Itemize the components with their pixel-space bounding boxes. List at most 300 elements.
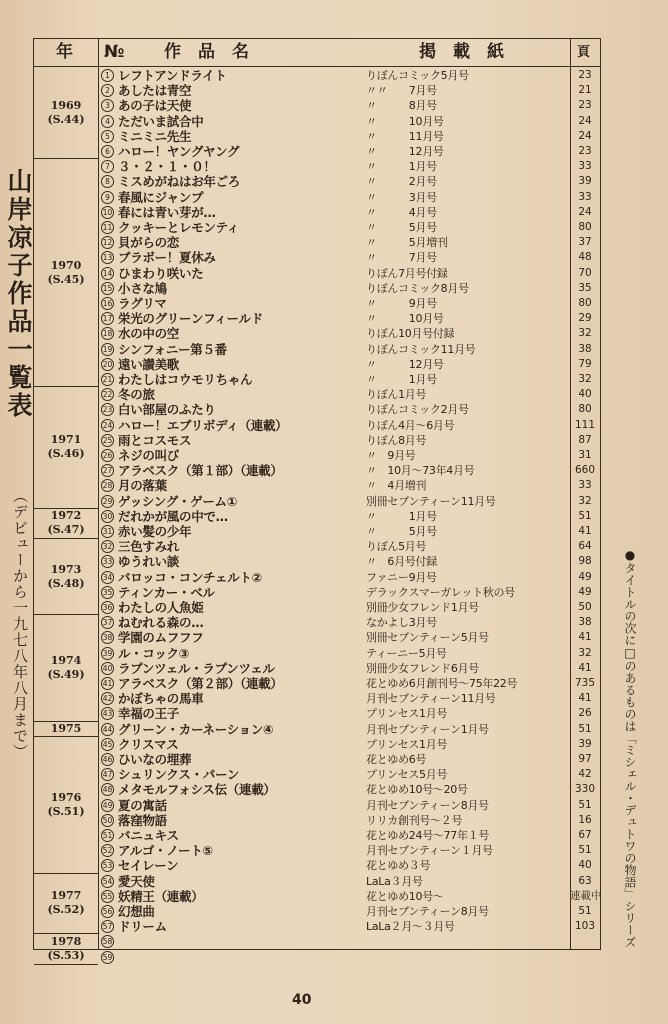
- work-number: 33: [102, 557, 113, 567]
- work-page-count: 33: [578, 160, 592, 173]
- work-page-count: 70: [578, 266, 592, 279]
- work-publication: 花とゆめ10号～: [366, 889, 444, 903]
- work-title: 愛天使: [118, 873, 155, 889]
- work-page-count: 103: [574, 920, 596, 933]
- work-page-count: 42: [578, 768, 592, 781]
- work-title: アルゴ・ノート⑤: [118, 843, 213, 859]
- work-publication: 〃 10月号: [366, 312, 444, 326]
- work-title: あしたは青空: [118, 83, 192, 99]
- table-row: [100, 858, 600, 874]
- work-number: 17: [102, 314, 113, 324]
- work-publication: りぼん7月号付録: [366, 266, 448, 280]
- table-row: [100, 585, 600, 601]
- work-page-count: 49: [578, 585, 592, 598]
- table-row: [100, 98, 600, 114]
- work-page-count: 51: [578, 722, 592, 735]
- work-publication: ファニー9月号: [366, 570, 437, 584]
- table-row: [100, 402, 600, 418]
- work-number: 46: [102, 755, 113, 764]
- table-row: [100, 418, 600, 434]
- work-title: 栄光のグリーンフィールド: [118, 311, 263, 327]
- work-title: バロッコ・コンチェルト②: [118, 569, 262, 585]
- year-label: 1973: [50, 562, 82, 576]
- work-page-count: 98: [578, 555, 592, 568]
- table-row: [100, 433, 600, 449]
- work-publication: 花とゆめ３号: [366, 859, 431, 873]
- work-number: 47: [102, 770, 113, 780]
- work-page-count: 41: [578, 525, 592, 537]
- table-row: [100, 296, 600, 312]
- work-page-count: 50: [578, 601, 592, 613]
- table-row: [100, 737, 600, 753]
- year-label: 1969: [50, 99, 82, 113]
- table-row: [100, 494, 600, 510]
- work-page-count: 38: [578, 342, 592, 355]
- work-publication: 〃 5月号: [366, 525, 437, 538]
- year-group: [34, 934, 98, 964]
- work-page-count: 31: [578, 449, 592, 461]
- work-page-count: 23: [578, 69, 592, 81]
- work-publication: 別冊セブンティーン5月号: [366, 631, 489, 645]
- work-title: ゲッシング・ゲーム①: [118, 493, 238, 509]
- work-number: 2: [101, 84, 114, 97]
- work-number: 37: [102, 618, 113, 628]
- table-row: [100, 782, 600, 798]
- page-subtitle: （デビューから一九七八年八月まで）: [11, 488, 29, 760]
- work-title: ブラボー！夏休み: [118, 250, 216, 266]
- work-publication: 〃 9月号: [366, 449, 416, 462]
- work-title: ハロー！ヤングヤング: [118, 144, 240, 159]
- work-page-count: 64: [578, 540, 592, 553]
- work-page-count: 51: [578, 798, 592, 811]
- table-row: [100, 220, 600, 236]
- work-page-count: 29: [578, 312, 592, 325]
- work-publication: 〃 10月～73年4月号: [366, 464, 475, 478]
- work-publication: りぼんコミック5月号: [366, 69, 469, 82]
- page-number: 40: [292, 992, 312, 1008]
- work-publication: 〃 5月増刊: [366, 236, 448, 250]
- year-label: 1972: [50, 509, 82, 523]
- table-row: [100, 706, 600, 722]
- table-row: [100, 250, 600, 266]
- year-label: 1976: [50, 790, 82, 804]
- era-label: (S.47): [47, 523, 85, 537]
- work-title: アラベスク（第２部）（連載）: [118, 676, 283, 691]
- work-publication: 花とゆめ6号: [366, 753, 427, 766]
- work-publication: 〃 5月号: [366, 221, 437, 234]
- work-title: ドリーム: [118, 919, 167, 935]
- work-number: 28: [102, 481, 113, 491]
- work-number: 50: [102, 815, 113, 825]
- work-publication: りぼん1月号: [366, 388, 427, 402]
- table-row: [100, 813, 600, 829]
- table-row: [100, 676, 600, 692]
- work-page-count: 97: [578, 753, 592, 765]
- work-number: 39: [102, 648, 113, 658]
- work-number: 15: [102, 283, 113, 293]
- work-publication: 花とゆめ24号～77年１号: [366, 829, 490, 842]
- year-group: [34, 737, 98, 874]
- era-label: (S.45): [47, 272, 85, 286]
- work-title: メタモルフォシス伝（連載）: [118, 782, 276, 798]
- table-row: [100, 950, 600, 966]
- work-title: 三色すみれ: [118, 539, 180, 555]
- header-page: 頁: [577, 45, 591, 60]
- work-publication: 〃 6月号付録: [366, 555, 437, 569]
- work-publication: 〃 7月号: [366, 251, 437, 265]
- work-number: 18: [102, 329, 113, 339]
- year-group: [34, 387, 98, 509]
- work-title: ひいなの埋葬: [118, 752, 192, 767]
- table-row: [100, 266, 600, 282]
- year-label: 1975: [50, 721, 82, 735]
- table-row: [100, 630, 600, 646]
- work-page-count: 111: [574, 418, 596, 431]
- side-note: ●タイトルの次に□のあるものは「ミシェル・デュトワの物語」シリーズ: [623, 548, 637, 948]
- work-page-count: 51: [578, 905, 592, 917]
- work-publication: 〃 4月号: [366, 205, 437, 219]
- work-title: 春には青い芽が…: [118, 204, 216, 220]
- column-divider: [98, 39, 99, 949]
- work-page-count: 63: [578, 874, 592, 887]
- table-row: [100, 190, 600, 206]
- work-title: わたしはコウモリちゃん: [118, 372, 253, 387]
- work-title: あの子は天使: [118, 98, 192, 114]
- work-number: 42: [102, 694, 113, 704]
- year-group: [34, 874, 98, 935]
- work-title: 赤い髪の少年: [118, 524, 192, 539]
- era-label: (S.44): [47, 113, 85, 127]
- work-page-count: 連載中: [570, 889, 602, 902]
- work-publication: リリカ創刊号～２号: [366, 813, 463, 827]
- work-number: 11: [102, 223, 113, 232]
- work-title: 貝がらの恋: [118, 235, 180, 251]
- table-row: [100, 524, 600, 540]
- work-title: わたしの人魚姫: [118, 600, 204, 615]
- table-row: [100, 357, 600, 373]
- work-publication: 〃 2月号: [366, 175, 437, 189]
- header-year: 年: [56, 42, 73, 62]
- work-publication: 花とゆめ10号～20号: [366, 783, 468, 797]
- work-number: 21: [102, 375, 113, 384]
- table-row: [100, 615, 600, 631]
- work-publication: 〃 1月号: [366, 373, 437, 386]
- work-publication: デラックスマーガレット秋の号: [366, 585, 515, 599]
- table-row: [100, 646, 600, 662]
- work-publication: りぼん4月～6月号: [366, 418, 455, 432]
- work-title: アラベスク（第１部）（連載）: [118, 463, 283, 479]
- era-label: (S.46): [47, 447, 85, 461]
- year-label: 1974: [50, 653, 82, 667]
- work-page-count: 40: [578, 859, 592, 872]
- table-row: [100, 448, 600, 464]
- table-row: [100, 372, 600, 388]
- work-number: 8: [101, 175, 114, 188]
- work-page-count: 21: [578, 84, 592, 97]
- work-publication: 別冊セブンティーン11月号: [366, 494, 496, 508]
- work-publication: 〃 11月号: [366, 129, 444, 143]
- work-title: 幻想曲: [118, 904, 155, 919]
- table-row: [100, 767, 600, 783]
- table-row: [100, 463, 600, 479]
- year-group: [34, 509, 98, 539]
- year-group: [34, 615, 98, 721]
- work-publication: 月刊セブンティーン1月号: [366, 722, 489, 736]
- work-page-count: 24: [578, 129, 592, 142]
- year-group: [34, 722, 98, 737]
- work-number: 54: [102, 876, 113, 886]
- work-number: 7: [101, 160, 114, 173]
- work-publication: LaLa３月号: [366, 874, 423, 888]
- work-number: 26: [102, 451, 113, 460]
- work-number: 12: [102, 238, 113, 248]
- table-row: [100, 114, 600, 130]
- work-page-count: 16: [578, 813, 592, 826]
- work-title: 夏の寓話: [118, 797, 167, 813]
- era-label: (S.51): [47, 804, 85, 818]
- work-number: 24: [102, 420, 113, 430]
- table-row: [100, 874, 600, 890]
- work-publication: 〃 8月号: [366, 99, 437, 113]
- work-publication: りぼん8月号: [366, 433, 427, 447]
- work-number: 56: [102, 907, 113, 916]
- era-label: (S.53): [47, 949, 85, 963]
- table-row: [100, 144, 600, 160]
- work-title: バニュキス: [118, 828, 179, 843]
- year-group: [34, 159, 98, 387]
- table-row: [100, 174, 600, 190]
- work-number: 59: [102, 952, 113, 962]
- work-number: 10: [102, 207, 113, 217]
- work-publication: 〃 3月号: [366, 190, 437, 204]
- work-title: ただいま試合中: [118, 113, 204, 129]
- work-number: 3: [101, 99, 114, 112]
- work-page-count: 49: [578, 570, 592, 583]
- year-label: 1977: [50, 889, 82, 903]
- work-number: 57: [102, 922, 113, 932]
- work-page-count: 32: [578, 494, 592, 507]
- work-number: 38: [102, 633, 113, 643]
- work-number: 43: [102, 709, 113, 719]
- work-page-count: 41: [578, 661, 592, 674]
- era-label: (S.48): [47, 576, 85, 590]
- work-page-count: 32: [578, 327, 592, 340]
- work-title: 春風にジャンプ: [118, 189, 204, 205]
- table-row: [100, 509, 600, 525]
- work-page-count: 40: [578, 388, 592, 401]
- work-publication: 〃〃 7月号: [366, 84, 437, 98]
- work-page-count: 38: [578, 616, 592, 629]
- table-row: [100, 904, 600, 920]
- table-row: [100, 752, 600, 768]
- work-publication: 月刊セブンティーン１月号: [366, 844, 493, 858]
- work-page-count: 39: [578, 737, 592, 750]
- work-title: ネジの叫び: [118, 448, 180, 463]
- work-number: 1: [101, 69, 114, 82]
- work-number: 32: [102, 542, 113, 552]
- work-title: 月の落葉: [118, 478, 167, 494]
- work-page-count: 33: [578, 190, 592, 203]
- work-page-count: 26: [578, 707, 592, 720]
- work-title: だれかが風の中で…: [118, 508, 228, 524]
- work-publication: 月刊セブンティーン11月号: [366, 692, 496, 706]
- work-publication: りぼんコミック2月号: [366, 403, 469, 417]
- year-label: 1970: [50, 258, 82, 272]
- work-number: 4: [101, 115, 114, 128]
- work-page-count: 41: [578, 692, 592, 705]
- work-title: シンフォニー第５番: [118, 341, 227, 357]
- work-publication: りぼん10月号付録: [366, 327, 455, 341]
- work-number: 34: [102, 572, 113, 582]
- work-title: 水の中の空: [118, 326, 180, 342]
- table-row: [100, 129, 600, 145]
- work-title: ゆうれい談: [118, 554, 180, 570]
- work-publication: なかよし3月号: [366, 616, 437, 630]
- work-number: 22: [102, 390, 113, 400]
- table-row: [100, 691, 600, 707]
- work-number: 16: [102, 299, 113, 308]
- work-publication: ティーニー5月号: [366, 646, 447, 660]
- work-number: 48: [102, 785, 113, 795]
- work-page-count: 23: [578, 99, 592, 112]
- work-publication: 〃 12月号: [366, 145, 444, 158]
- work-number: 19: [102, 344, 113, 354]
- work-number: 23: [102, 405, 113, 415]
- work-publication: りぼんコミック11月号: [366, 342, 476, 356]
- work-title: レフトアンドライト: [118, 68, 227, 83]
- work-page-count: 330: [574, 783, 596, 796]
- work-publication: 〃 4月増刊: [366, 479, 427, 493]
- work-publication: 〃 10月号: [366, 114, 444, 128]
- work-number: 5: [101, 130, 114, 143]
- work-number: 41: [102, 679, 113, 688]
- work-title: 雨とコスモス: [118, 432, 192, 448]
- work-page-count: 79: [578, 357, 592, 370]
- work-publication: 別冊少女フレンド6月号: [366, 661, 479, 675]
- work-title: 小さな鳩: [118, 280, 167, 296]
- work-page-count: 48: [578, 251, 592, 264]
- work-title: ミニミニ先生: [118, 128, 192, 144]
- header-work: 作 品 名: [164, 42, 249, 62]
- work-number: 14: [102, 268, 113, 278]
- work-title: 幸福の王子: [118, 706, 180, 722]
- work-number: 51: [102, 831, 113, 840]
- table-row: [100, 919, 600, 935]
- work-page-count: 51: [578, 509, 592, 522]
- work-number: 45: [102, 739, 113, 749]
- work-title: ３・２・１・０！: [118, 159, 216, 175]
- table-row: [100, 554, 600, 570]
- work-number: 49: [102, 800, 113, 810]
- work-page-count: 24: [578, 205, 592, 218]
- work-publication: LaLa２月～３月号: [366, 920, 455, 934]
- work-page-count: 24: [578, 114, 592, 127]
- year-group: [34, 539, 98, 615]
- work-page-count: 23: [578, 145, 592, 157]
- year-label: 1978: [50, 935, 82, 949]
- work-page-count: 660: [574, 464, 596, 477]
- table-row: [100, 342, 600, 358]
- work-number: 58: [102, 937, 113, 947]
- header-divider: [34, 66, 600, 67]
- work-number: 9: [101, 191, 114, 204]
- header-no: №: [104, 42, 125, 62]
- work-page-count: 37: [578, 236, 592, 249]
- work-publication: プリンセス5月号: [366, 768, 448, 782]
- work-page-count: 735: [574, 677, 596, 689]
- work-title: グリーン・カーネーション④: [118, 721, 274, 737]
- work-page-count: 51: [578, 844, 592, 857]
- work-number: 25: [102, 435, 113, 445]
- work-number: 36: [102, 603, 113, 612]
- work-number: 31: [102, 527, 113, 536]
- work-publication: 別冊少女フレンド1月号: [366, 601, 479, 614]
- work-title: 遠い讃美歌: [118, 356, 180, 372]
- work-title: 落窪物語: [118, 812, 167, 828]
- work-page-count: 67: [578, 829, 592, 841]
- work-title: ラプンツェル・ラプンツェル: [118, 660, 275, 676]
- work-title: ティンカー・ベル: [118, 584, 215, 600]
- table-row: [100, 281, 600, 297]
- table-row: [100, 600, 600, 616]
- work-publication: 花とゆめ6月創刊号～75年22号: [366, 677, 518, 690]
- table-row: [100, 311, 600, 327]
- era-label: (S.49): [47, 667, 85, 681]
- table-row: [100, 159, 600, 175]
- table-row: [100, 934, 600, 950]
- table-row: [100, 205, 600, 221]
- work-number: 53: [102, 861, 113, 871]
- table-row: [100, 539, 600, 555]
- work-title: 学園のムフフフ: [118, 630, 204, 646]
- work-page-count: 35: [578, 281, 592, 294]
- work-title: ねむれる森の…: [118, 615, 204, 631]
- work-publication: りぼんコミック8月号: [366, 281, 469, 295]
- page-title: 山岸凉子作品一覧表: [4, 168, 33, 420]
- era-label: (S.52): [47, 903, 85, 917]
- table-row: [100, 478, 600, 494]
- work-title: ラグリマ: [118, 296, 167, 311]
- table-row: [100, 798, 600, 814]
- work-publication: プリンセス1月号: [366, 707, 448, 721]
- work-number: 6: [101, 145, 114, 158]
- table-row: [100, 570, 600, 586]
- work-number: 52: [102, 846, 113, 856]
- work-number: 20: [102, 359, 113, 369]
- work-number: 29: [102, 496, 113, 506]
- year-group: [34, 68, 98, 159]
- work-publication: 〃 1月号: [366, 509, 437, 523]
- work-publication: プリンセス1月号: [366, 737, 448, 751]
- work-publication: 〃 9月号: [366, 297, 437, 310]
- work-title: 冬の旅: [118, 387, 155, 403]
- works-table: [33, 38, 602, 963]
- work-page-count: 33: [578, 479, 592, 492]
- table-row: [100, 828, 600, 844]
- work-title: クッキーとレモンティ: [118, 220, 240, 235]
- work-page-count: 80: [578, 297, 592, 309]
- work-number: 27: [102, 466, 113, 476]
- work-publication: 月刊セブンティーン8月号: [366, 905, 489, 918]
- header-publication: 掲 載 紙: [419, 42, 504, 62]
- table-row: [100, 68, 600, 84]
- work-title: シュリンクス・パーン: [118, 767, 240, 783]
- work-page-count: 80: [578, 221, 592, 233]
- work-number: 55: [102, 891, 113, 901]
- work-publication: 〃 1月号: [366, 160, 437, 174]
- work-page-count: 80: [578, 403, 592, 416]
- work-page-count: 32: [578, 646, 592, 659]
